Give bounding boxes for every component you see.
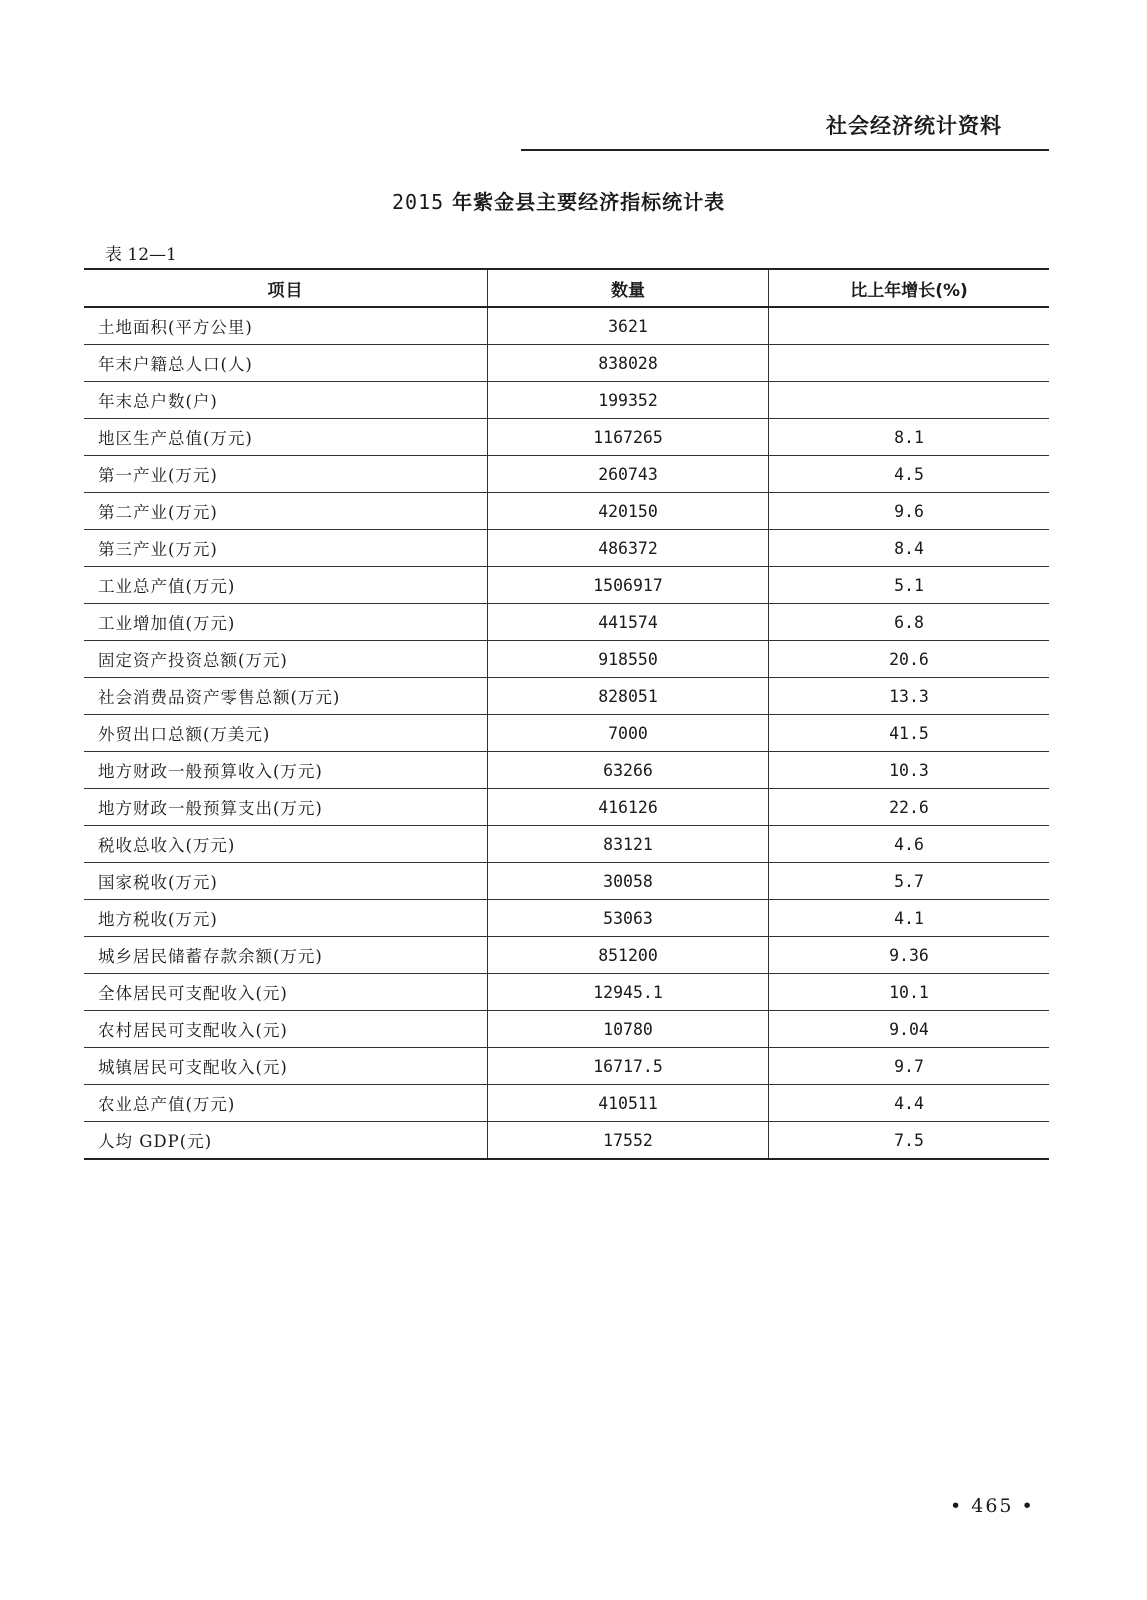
table-row bbox=[84, 715, 1049, 752]
row-growth-cell: 20.6 bbox=[769, 641, 1050, 678]
row-value-cell: 410511 bbox=[488, 1085, 769, 1122]
column-header-value: 数量 bbox=[488, 269, 769, 307]
table-row bbox=[84, 419, 1049, 456]
table-row bbox=[84, 900, 1049, 937]
table-row bbox=[84, 307, 1049, 345]
row-growth-cell: 5.7 bbox=[769, 863, 1050, 900]
row-growth-cell: 22.6 bbox=[769, 789, 1050, 826]
table-row bbox=[84, 1011, 1049, 1048]
row-growth-cell: 8.1 bbox=[769, 419, 1050, 456]
row-growth-cell: 4.6 bbox=[769, 826, 1050, 863]
table-label: 表 12—1 bbox=[105, 245, 177, 265]
table-row bbox=[84, 345, 1049, 382]
row-growth-cell: 41.5 bbox=[769, 715, 1050, 752]
row-growth-cell: 10.3 bbox=[769, 752, 1050, 789]
row-value-cell: 851200 bbox=[488, 937, 769, 974]
row-item-cell: 农村居民可支配收入(元) bbox=[84, 1011, 488, 1048]
row-growth-cell: 5.1 bbox=[769, 567, 1050, 604]
table-row bbox=[84, 530, 1049, 567]
row-value-cell: 838028 bbox=[488, 345, 769, 382]
table-row bbox=[84, 937, 1049, 974]
row-item-cell: 地方税收(万元) bbox=[84, 900, 488, 937]
row-value-cell: 1506917 bbox=[488, 567, 769, 604]
row-value-cell: 53063 bbox=[488, 900, 769, 937]
row-item-cell: 税收总收入(万元) bbox=[84, 826, 488, 863]
table-header-row bbox=[84, 269, 1049, 307]
row-value-cell: 260743 bbox=[488, 456, 769, 493]
row-value-cell: 10780 bbox=[488, 1011, 769, 1048]
row-value-cell: 3621 bbox=[488, 307, 769, 345]
table-row bbox=[84, 863, 1049, 900]
table-row bbox=[84, 567, 1049, 604]
row-growth-cell: 7.5 bbox=[769, 1122, 1050, 1160]
row-value-cell: 1167265 bbox=[488, 419, 769, 456]
row-item-cell: 地方财政一般预算收入(万元) bbox=[84, 752, 488, 789]
row-value-cell: 63266 bbox=[488, 752, 769, 789]
table-row bbox=[84, 1048, 1049, 1085]
title-year: 2015 bbox=[392, 190, 445, 214]
row-item-cell: 地区生产总值(万元) bbox=[84, 419, 488, 456]
row-item-cell: 土地面积(平方公里) bbox=[84, 307, 488, 345]
table-row bbox=[84, 1122, 1049, 1160]
column-header-growth: 比上年增长(%) bbox=[769, 269, 1050, 307]
document-title bbox=[392, 186, 725, 215]
table-row bbox=[84, 1085, 1049, 1122]
table-row bbox=[84, 382, 1049, 419]
row-item-cell: 第三产业(万元) bbox=[84, 530, 488, 567]
row-item-cell: 工业总产值(万元) bbox=[84, 567, 488, 604]
row-value-cell: 828051 bbox=[488, 678, 769, 715]
row-item-cell: 第一产业(万元) bbox=[84, 456, 488, 493]
row-growth-cell: 8.4 bbox=[769, 530, 1050, 567]
section-title: 社会经济统计资料 bbox=[826, 114, 1002, 138]
title-text: 年紫金县主要经济指标统计表 bbox=[452, 190, 726, 214]
row-value-cell: 416126 bbox=[488, 789, 769, 826]
row-item-cell: 年末总户数(户) bbox=[84, 382, 488, 419]
row-value-cell: 83121 bbox=[488, 826, 769, 863]
row-growth-cell: 13.3 bbox=[769, 678, 1050, 715]
row-item-cell: 国家税收(万元) bbox=[84, 863, 488, 900]
row-growth-cell: 9.7 bbox=[769, 1048, 1050, 1085]
row-item-cell: 人均 GDP(元) bbox=[84, 1122, 488, 1160]
table-body bbox=[84, 307, 1049, 1159]
table-row bbox=[84, 456, 1049, 493]
header-divider bbox=[521, 149, 1049, 151]
table-row bbox=[84, 752, 1049, 789]
row-growth-cell: 6.8 bbox=[769, 604, 1050, 641]
row-value-cell: 30058 bbox=[488, 863, 769, 900]
table-row bbox=[84, 641, 1049, 678]
column-header-item: 项目 bbox=[84, 269, 488, 307]
row-value-cell: 16717.5 bbox=[488, 1048, 769, 1085]
row-value-cell: 441574 bbox=[488, 604, 769, 641]
row-item-cell: 农业总产值(万元) bbox=[84, 1085, 488, 1122]
row-item-cell: 年末户籍总人口(人) bbox=[84, 345, 488, 382]
row-value-cell: 486372 bbox=[488, 530, 769, 567]
row-growth-cell bbox=[769, 307, 1050, 345]
row-item-cell: 全体居民可支配收入(元) bbox=[84, 974, 488, 1011]
row-growth-cell: 4.1 bbox=[769, 900, 1050, 937]
row-item-cell: 第二产业(万元) bbox=[84, 493, 488, 530]
row-item-cell: 固定资产投资总额(万元) bbox=[84, 641, 488, 678]
table-row bbox=[84, 974, 1049, 1011]
row-growth-cell: 4.4 bbox=[769, 1085, 1050, 1122]
row-item-cell: 外贸出口总额(万美元) bbox=[84, 715, 488, 752]
row-growth-cell: 9.36 bbox=[769, 937, 1050, 974]
row-value-cell: 918550 bbox=[488, 641, 769, 678]
table-row bbox=[84, 678, 1049, 715]
row-growth-cell bbox=[769, 382, 1050, 419]
table-row bbox=[84, 789, 1049, 826]
table-row bbox=[84, 826, 1049, 863]
row-item-cell: 城乡居民储蓄存款余额(万元) bbox=[84, 937, 488, 974]
row-value-cell: 420150 bbox=[488, 493, 769, 530]
statistics-table bbox=[84, 268, 1049, 1160]
row-growth-cell: 9.6 bbox=[769, 493, 1050, 530]
row-item-cell: 地方财政一般预算支出(万元) bbox=[84, 789, 488, 826]
row-value-cell: 12945.1 bbox=[488, 974, 769, 1011]
page-number: • 465 • bbox=[950, 1495, 1035, 1517]
row-value-cell: 7000 bbox=[488, 715, 769, 752]
row-item-cell: 社会消费品资产零售总额(万元) bbox=[84, 678, 488, 715]
row-growth-cell: 4.5 bbox=[769, 456, 1050, 493]
row-value-cell: 17552 bbox=[488, 1122, 769, 1160]
row-growth-cell bbox=[769, 345, 1050, 382]
table-row bbox=[84, 604, 1049, 641]
row-item-cell: 工业增加值(万元) bbox=[84, 604, 488, 641]
row-growth-cell: 9.04 bbox=[769, 1011, 1050, 1048]
row-item-cell: 城镇居民可支配收入(元) bbox=[84, 1048, 488, 1085]
table-row bbox=[84, 493, 1049, 530]
row-growth-cell: 10.1 bbox=[769, 974, 1050, 1011]
row-value-cell: 199352 bbox=[488, 382, 769, 419]
